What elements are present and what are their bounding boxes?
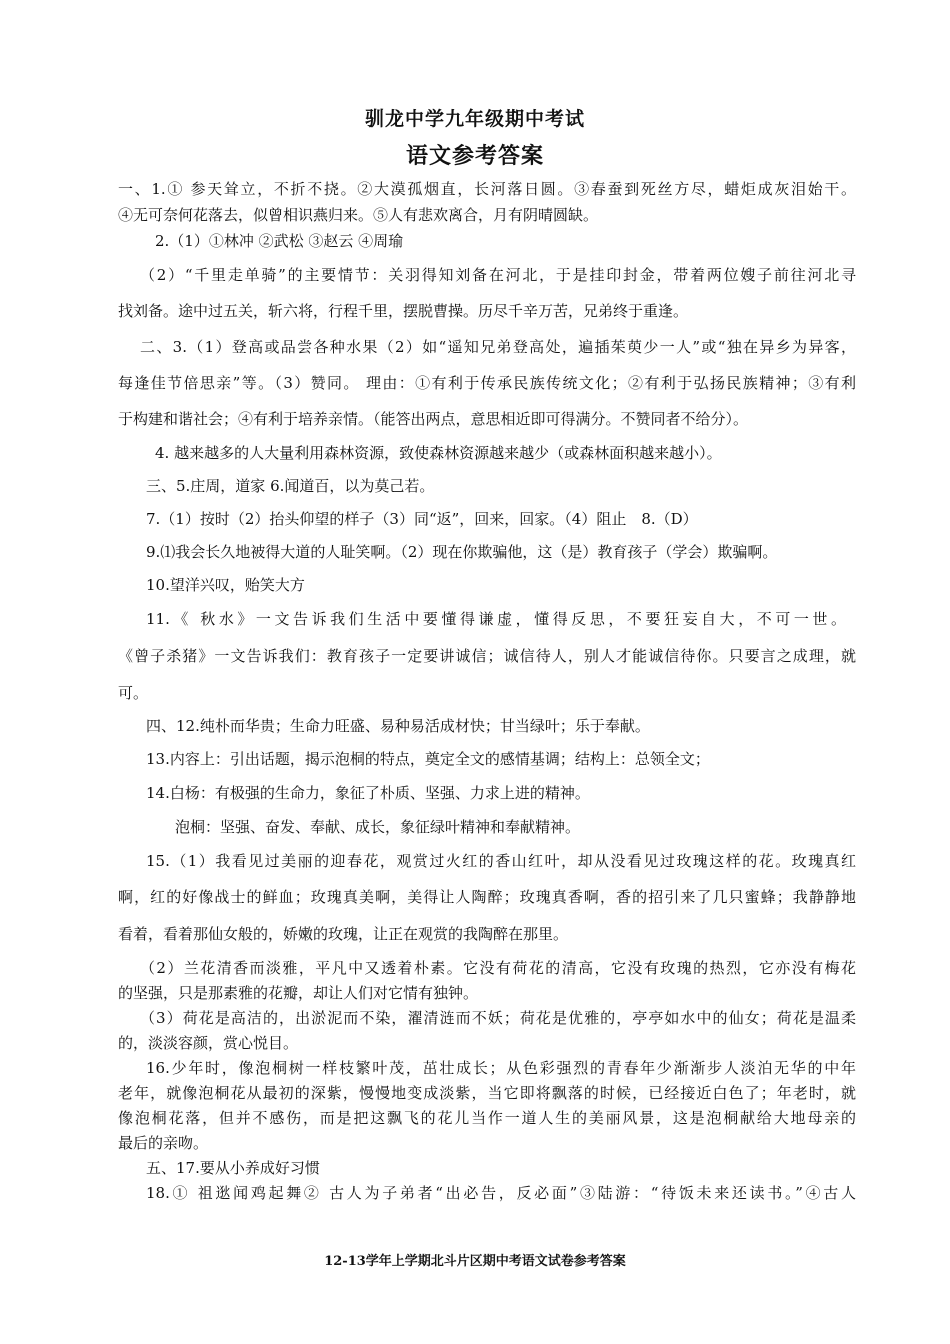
text-line: 9.⑴我会长久地被得大道的人耻笑啊。（2）现在你欺骗他，这（是）教育孩子（学会）欺骗啊。 [146, 543, 778, 561]
text-line: 二、3.（1）登高或品尝各种水果（2）如“遥知兄弟登高处，遍插茱萸少一人”或“独在异乡为异客， [140, 338, 856, 356]
text-line: 16.少年时，像泡桐树一样枝繁叶茂，茁壮成长；从色彩强烈的青春年少渐渐步人淡泊无华的中年 [146, 1059, 856, 1077]
text-line: 7.（1）按时（2）抬头仰望的样子（3）同“返”，回来，回家。（4）阻止 8.（D） [146, 510, 698, 528]
exam-title: 驯龙中学九年级期中考试 [364, 108, 585, 130]
text-line: 《曾子杀猪》一文告诉我们：教育孩子一定要讲诚信；诚信待人，别人才能诚信待你。只要言之成理，就 [118, 647, 856, 665]
text-line: 11.《 秋水》一文告诉我们生活中要懂得谦虚，懂得反思，不要狂妄自大，不可一世。 [146, 610, 846, 628]
text-line: 看着，看着那仙女般的，娇嫩的玫瑰，让正在观赏的我陶醉在那里。 [118, 925, 569, 943]
text-line: 每逢佳节倍思亲”等。（3）赞同。 理由：①有利于传承民族传统文化；②有利于弘扬民族精神；③有利 [118, 374, 856, 392]
page-footer: 12-13学年上学期北斗片区期中考语文试卷参考答案 [324, 1254, 626, 1269]
text-line: （2）兰花清香而淡雅，平凡中又透着朴素。它没有荷花的清高，它没有玫瑰的热烈，它亦没有梅花 [140, 959, 856, 977]
text-line: 18.① 祖逖闻鸡起舞② 古人为子弟者“出必告，反必面”③陆游：“待饭未来还读书。”④古人 [146, 1184, 856, 1202]
text-line: 啊，红的好像战士的鲜血；玫瑰真美啊，美得让人陶醉；玫瑰真香啊，香的招引来了几只蜜蜂；我静静地 [118, 888, 856, 906]
text-line: 泡桐：坚强、奋发、奉献、成长，象征绿叶精神和奉献精神。 [175, 818, 581, 836]
text-line: 的，淡淡容颜，赏心悦目。 [118, 1034, 299, 1052]
text-line: 老年，就像泡桐花从最初的深紫，慢慢地变成淡紫，当它即将飘落的时候，已经接近白色了；年老时，就 [118, 1084, 856, 1102]
text-line: 五、17.要从小养成好习惯 [146, 1159, 320, 1177]
answer-key-title: 语文参考答案 [405, 143, 544, 169]
text-line: 13.内容上：引出话题，揭示泡桐的特点，奠定全文的感情基调；结构上：总领全文； [146, 750, 710, 768]
text-line: ④无可奈何花落去，似曾相识燕归来。⑤人有悲欢离合，月有阴晴圆缺。 [118, 206, 599, 224]
text-line: 像泡桐花落，但并不感伤，而是把这飘飞的花儿当作一道人生的美丽风景，这是泡桐献给大地母亲的 [118, 1109, 856, 1127]
text-line: 最后的亲吻。 [118, 1134, 209, 1152]
text-line: 一、1.① 参天耸立，不折不挠。②大漠孤烟直，长河落日圆。③春蚕到死丝方尽，蜡炬成灰泪始干。 [118, 180, 856, 198]
text-line: （3）荷花是高洁的，出淤泥而不染，濯清涟而不妖；荷花是优雅的，亭亭如水中的仙女；荷花是温柔 [140, 1009, 856, 1027]
text-line: 14.白杨：有极强的生命力，象征了朴质、坚强、力求上进的精神。 [146, 784, 590, 802]
text-line: 于构建和谐社会；④有利于培养亲情。（能答出两点，意思相近即可得满分。不赞同者不给分）。 [118, 410, 749, 428]
text-line: 可。 [118, 684, 149, 702]
text-line: 4. 越来越多的人大量利用森林资源，致使森林资源越来越少（或森林面积越来越小）。 [155, 444, 722, 462]
text-line: 四、12.纯朴而华贵；生命力旺盛、易种易活成材快；甘当绿叶；乐于奉献。 [146, 717, 650, 735]
text-line: 15.（1）我看见过美丽的迎春花，观赏过火红的香山红叶，却从没看见过玫瑰这样的花。玫瑰真红 [146, 852, 856, 870]
text-line: 三、5.庄周，道家 6.闻道百，以为莫己若。 [146, 477, 435, 495]
text-line: 的坚强，只是那素雅的花瓣，却让人们对它情有独钟。 [118, 984, 479, 1002]
text-line: 2.（1）①林冲 ②武松 ③赵云 ④周瑜 [155, 232, 404, 250]
text-line: 10.望洋兴叹，贻笑大方 [146, 576, 305, 594]
text-line: （2）“千里走单骑”的主要情节：关羽得知刘备在河北，于是挂印封金，带着两位嫂子前往河北寻 [140, 266, 856, 284]
text-line: 找刘备。途中过五关，斩六将，行程千里，摆脱曹操。历尽千辛万苦，兄弟终于重逢。 [118, 302, 689, 320]
